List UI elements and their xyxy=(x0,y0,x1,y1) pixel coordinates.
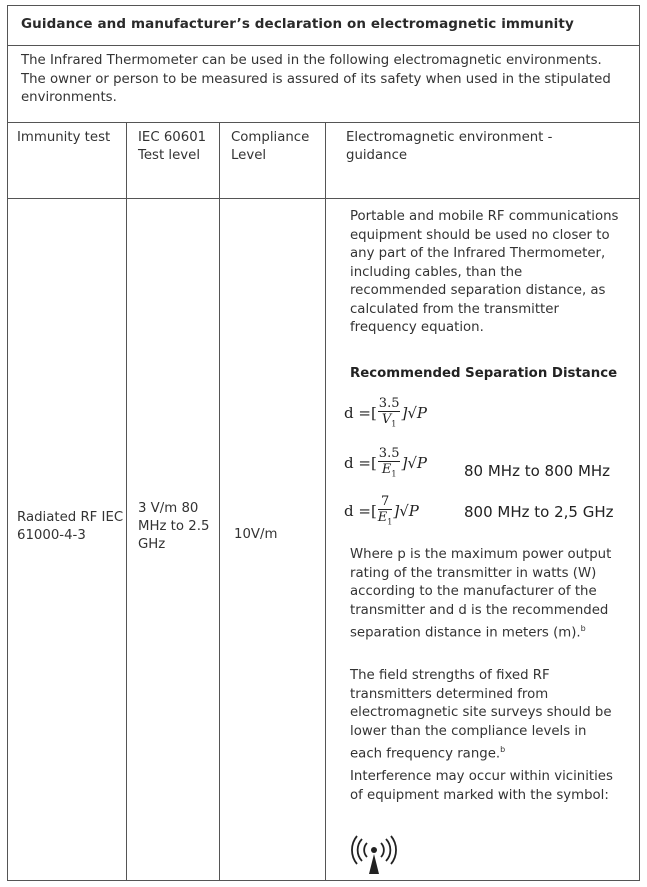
formula-numerator: 3.5 xyxy=(378,396,400,411)
formula-subscript: 1 xyxy=(391,469,397,479)
column-divider xyxy=(219,123,220,880)
frequency-range-1: 80 MHz to 800 MHz xyxy=(464,462,611,480)
formula-tail: ]√P xyxy=(401,403,427,422)
footnote-marker: b xyxy=(500,745,506,754)
immunity-table xyxy=(7,5,640,881)
header-iec-level: IEC 60601 Test level xyxy=(138,130,207,163)
formula-numerator: 3.5 xyxy=(378,446,400,461)
formula-3 xyxy=(344,494,419,538)
frequency-range-2: 800 MHz to 2,5 GHz xyxy=(464,503,614,521)
cell-iec-level: 3 V/m 80 MHz to 2.5 GHz xyxy=(138,501,210,552)
formula-subscript: 1 xyxy=(391,419,397,429)
field-strength-text xyxy=(350,667,622,764)
formula-lhs: d =[ xyxy=(344,403,377,422)
interference-text: Interference may occur within vicinities of equipment marked with the symbol: xyxy=(350,769,613,803)
cell-immunity-test: Radiated RF IEC 61000-4-3 xyxy=(17,510,124,543)
table-title: Guidance and manufacturer’s declaration on electromagnetic immunity xyxy=(21,16,574,32)
intro-text: The Infrared Thermometer can be used in the following electromagnetic environments. The owner or person to be measured is assured of its safety when used in the stipulated environments. xyxy=(21,53,611,105)
header-environment-guidance: Electromagnetic environment - guidance xyxy=(346,130,553,163)
formula-denominator: E xyxy=(381,462,392,477)
formula-lhs: d =[ xyxy=(344,501,377,520)
formula-tail: ]√P xyxy=(393,501,419,520)
title-row xyxy=(8,6,639,46)
formula-2 xyxy=(344,446,427,490)
power-definition-text xyxy=(350,546,622,643)
cell-compliance-level: 10V/m xyxy=(234,527,278,542)
formula-numerator: 7 xyxy=(378,494,393,510)
header-compliance-level: Compliance Level xyxy=(231,130,310,163)
header-immunity-test: Immunity test xyxy=(17,130,111,145)
separation-distance-heading: Recommended Separation Distance xyxy=(350,366,618,381)
field-strength-body: The field strengths of fixed RF transmitters determined from electromagnetic site surveys should be lower than the compliance levels in each frequency range. xyxy=(350,668,612,762)
power-definition-body: Where p is the maximum power output rating of the transmitter in watts (W) according to the manufacturer of the transmitter and d is the recommended separation distance in meters (m). xyxy=(350,547,612,641)
formula-lhs: d =[ xyxy=(344,453,377,472)
intro-row xyxy=(8,46,639,123)
formula-1 xyxy=(344,396,427,440)
formula-denominator: E xyxy=(377,510,388,525)
column-divider xyxy=(325,123,326,880)
formula-tail: ]√P xyxy=(401,453,427,472)
guidance-intro-text: Portable and mobile RF communications equipment should be used no closer to any part of the Infrared Thermometer, including cables, than the recommended separation distance, as calculated from the transmitter frequency equation. xyxy=(350,209,619,335)
column-divider xyxy=(126,123,127,880)
formula-subscript: 1 xyxy=(387,517,393,527)
footnote-marker: b xyxy=(580,624,586,633)
formula-denominator: V xyxy=(381,412,392,427)
non-ionizing-radiation-icon xyxy=(351,834,397,876)
